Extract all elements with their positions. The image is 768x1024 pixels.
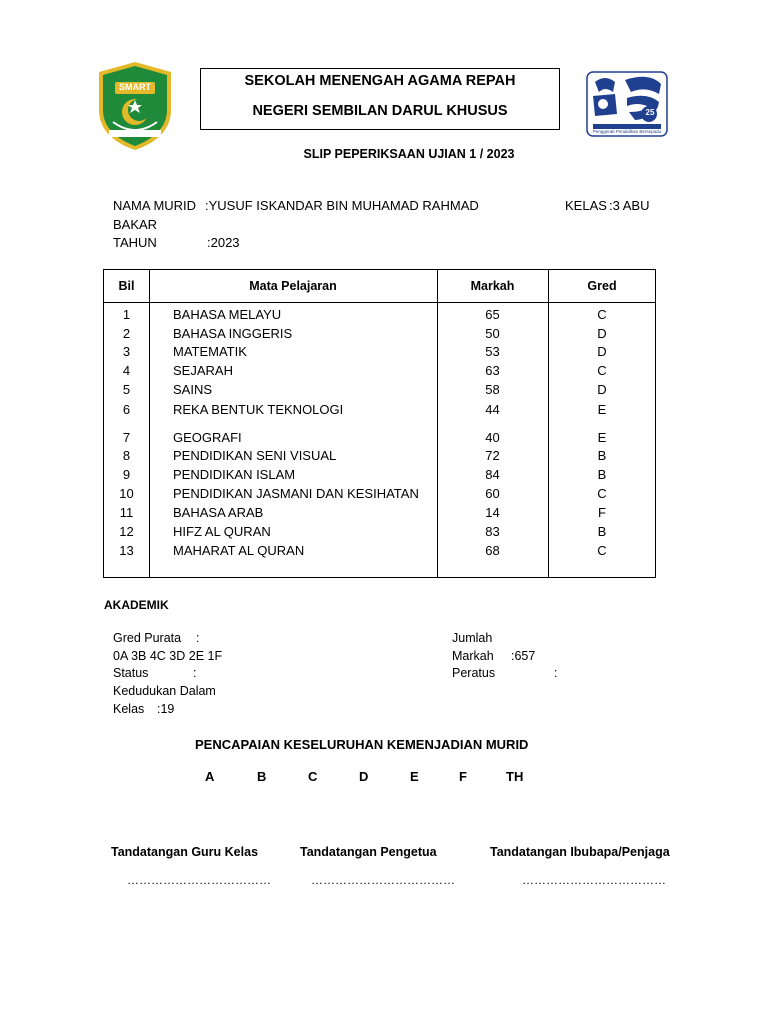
table-cell-subject: HIFZ AL QURAN — [173, 524, 271, 539]
header-mark: Markah — [470, 279, 515, 293]
school-name-box — [200, 68, 560, 130]
class-position-value: :19 — [157, 702, 175, 716]
header-subject: Mata Pelajaran — [249, 279, 337, 293]
table-cell-subject: BAHASA ARAB — [173, 505, 264, 520]
table-cell-bil: 8 — [122, 448, 131, 463]
achievement-grade: F — [459, 769, 467, 784]
parent-signature-line: ……………………………… — [522, 873, 666, 887]
table-cell-grade: F — [598, 505, 606, 520]
table-cell-bil: 4 — [122, 363, 131, 378]
name-label: NAMA MURID — [113, 198, 197, 213]
achievement-title: PENCAPAIAN KESELURUHAN KEMENJADIAN MURID — [195, 737, 529, 752]
crest-label: SMART — [119, 82, 151, 92]
percent-label: Peratus — [452, 666, 496, 680]
table-cell-bil: 12 — [119, 524, 134, 539]
table-cell-mark: 50 — [485, 326, 500, 341]
table-cell-mark: 44 — [485, 402, 500, 417]
table-cell-subject: BAHASA INGGERIS — [173, 326, 293, 341]
school-crest-logo — [95, 60, 175, 152]
table-cell-subject: SAINS — [173, 382, 213, 397]
table-cell-mark: 53 — [485, 344, 500, 359]
table-cell-grade: C — [597, 307, 607, 322]
table-cell-mark: 65 — [485, 307, 500, 322]
table-cell-mark: 68 — [485, 543, 500, 558]
header-grade: Gred — [587, 279, 617, 293]
table-cell-grade: B — [597, 448, 607, 463]
table-cell-mark: 58 — [485, 382, 500, 397]
table-cell-mark: 60 — [485, 486, 500, 501]
grade-summary: 0A 3B 4C 3D 2E 1F — [113, 649, 223, 663]
table-cell-bil: 7 — [122, 430, 131, 445]
table-cell-grade: D — [597, 344, 607, 359]
table-cell-bil: 10 — [119, 486, 134, 501]
table-cell-subject: PENDIDIKAN SENI VISUAL — [173, 448, 337, 463]
table-cell-grade: B — [597, 524, 607, 539]
year-value: :2023 — [207, 235, 240, 250]
name-value: :YUSUF ISKANDAR BIN MUHAMAD RAHMAD — [205, 198, 479, 213]
achievement-grade: E — [410, 769, 419, 784]
table-cell-grade: C — [597, 363, 607, 378]
marks-value: :657 — [511, 649, 536, 663]
school-name-line1: SEKOLAH MENENGAH AGAMA REPAH — [244, 73, 516, 89]
teacher-signature-line: ……………………………… — [127, 873, 271, 887]
table-cell-subject: MAHARAT AL QURAN — [173, 543, 305, 558]
header-bil: Bil — [118, 279, 135, 293]
table-cell-subject: MATEMATIK — [173, 344, 247, 359]
school-name-line2: NEGERI SEMBILAN DARUL KHUSUS — [252, 103, 508, 119]
gred-purata-colon: : — [196, 631, 200, 645]
achievement-grade: C — [308, 769, 318, 784]
table-cell-subject: PENDIDIKAN JASMANI DAN KESIHATAN — [173, 486, 419, 501]
table-cell-mark: 63 — [485, 363, 500, 378]
table-cell-grade: E — [597, 402, 607, 417]
gred-purata-label: Gred Purata — [113, 631, 182, 645]
slip-title: SLIP PEPERIKSAAN UJIAN 1 / 2023 — [303, 147, 515, 161]
table-cell-mark: 83 — [485, 524, 500, 539]
marks-label: Markah — [452, 649, 494, 663]
table-cell-bil: 5 — [122, 382, 131, 397]
table-cell-grade: C — [597, 486, 607, 501]
year-label: TAHUN — [113, 235, 157, 250]
table-cell-subject: BAHASA MELAYU — [173, 307, 282, 322]
table-cell-bil: 9 — [122, 467, 131, 482]
achievement-grade: A — [205, 769, 215, 784]
position-label: Kedudukan Dalam — [113, 684, 216, 698]
principal-signature-line: ……………………………… — [311, 873, 455, 887]
table-cell-grade: E — [597, 430, 607, 445]
status-colon: : — [193, 666, 197, 680]
integrated-education-logo — [585, 70, 669, 138]
logo-number: 25 — [645, 108, 655, 117]
parent-signature-label: Tandatangan Ibubapa/Penjaga — [490, 845, 670, 859]
table-cell-mark: 40 — [485, 430, 500, 445]
table-cell-mark: 72 — [485, 448, 500, 463]
col-divider — [149, 270, 150, 577]
percent-colon: : — [554, 666, 558, 680]
table-cell-subject: REKA BENTUK TEKNOLOGI — [173, 402, 344, 417]
table-cell-subject: SEJARAH — [173, 363, 233, 378]
table-cell-bil: 2 — [122, 326, 131, 341]
teacher-signature-label: Tandatangan Guru Kelas — [111, 845, 259, 859]
principal-signature-label: Tandatangan Pengetua — [300, 845, 437, 859]
name-continuation: BAKAR — [113, 217, 158, 232]
table-cell-grade: B — [597, 467, 607, 482]
table-cell-mark: 84 — [485, 467, 500, 482]
table-cell-bil: 1 — [122, 307, 131, 322]
achievement-grade: B — [257, 769, 267, 784]
table-cell-grade: D — [597, 382, 607, 397]
table-cell-subject: PENDIDIKAN ISLAM — [173, 467, 296, 482]
class-value: :3 ABU — [609, 198, 650, 213]
results-table — [103, 269, 656, 578]
table-cell-grade: D — [597, 326, 607, 341]
table-cell-grade: C — [597, 543, 607, 558]
class-label: KELAS — [565, 198, 607, 213]
table-cell-bil: 3 — [122, 344, 131, 359]
achievement-grade: TH — [506, 769, 524, 784]
table-cell-bil: 13 — [119, 543, 134, 558]
table-cell-subject: GEOGRAFI — [173, 430, 242, 445]
table-cell-bil: 11 — [119, 505, 134, 520]
total-label: Jumlah — [452, 631, 493, 645]
achievement-grade: D — [359, 769, 369, 784]
class-position-label: Kelas — [113, 702, 145, 716]
academic-title: AKADEMIK — [104, 598, 169, 612]
header-divider — [104, 302, 655, 303]
table-cell-mark: 14 — [485, 505, 500, 520]
logo-tagline: Penggerak Pendidikan Bersepadu — [592, 129, 662, 134]
table-cell-bil: 6 — [122, 402, 131, 417]
status-label: Status — [113, 666, 149, 680]
